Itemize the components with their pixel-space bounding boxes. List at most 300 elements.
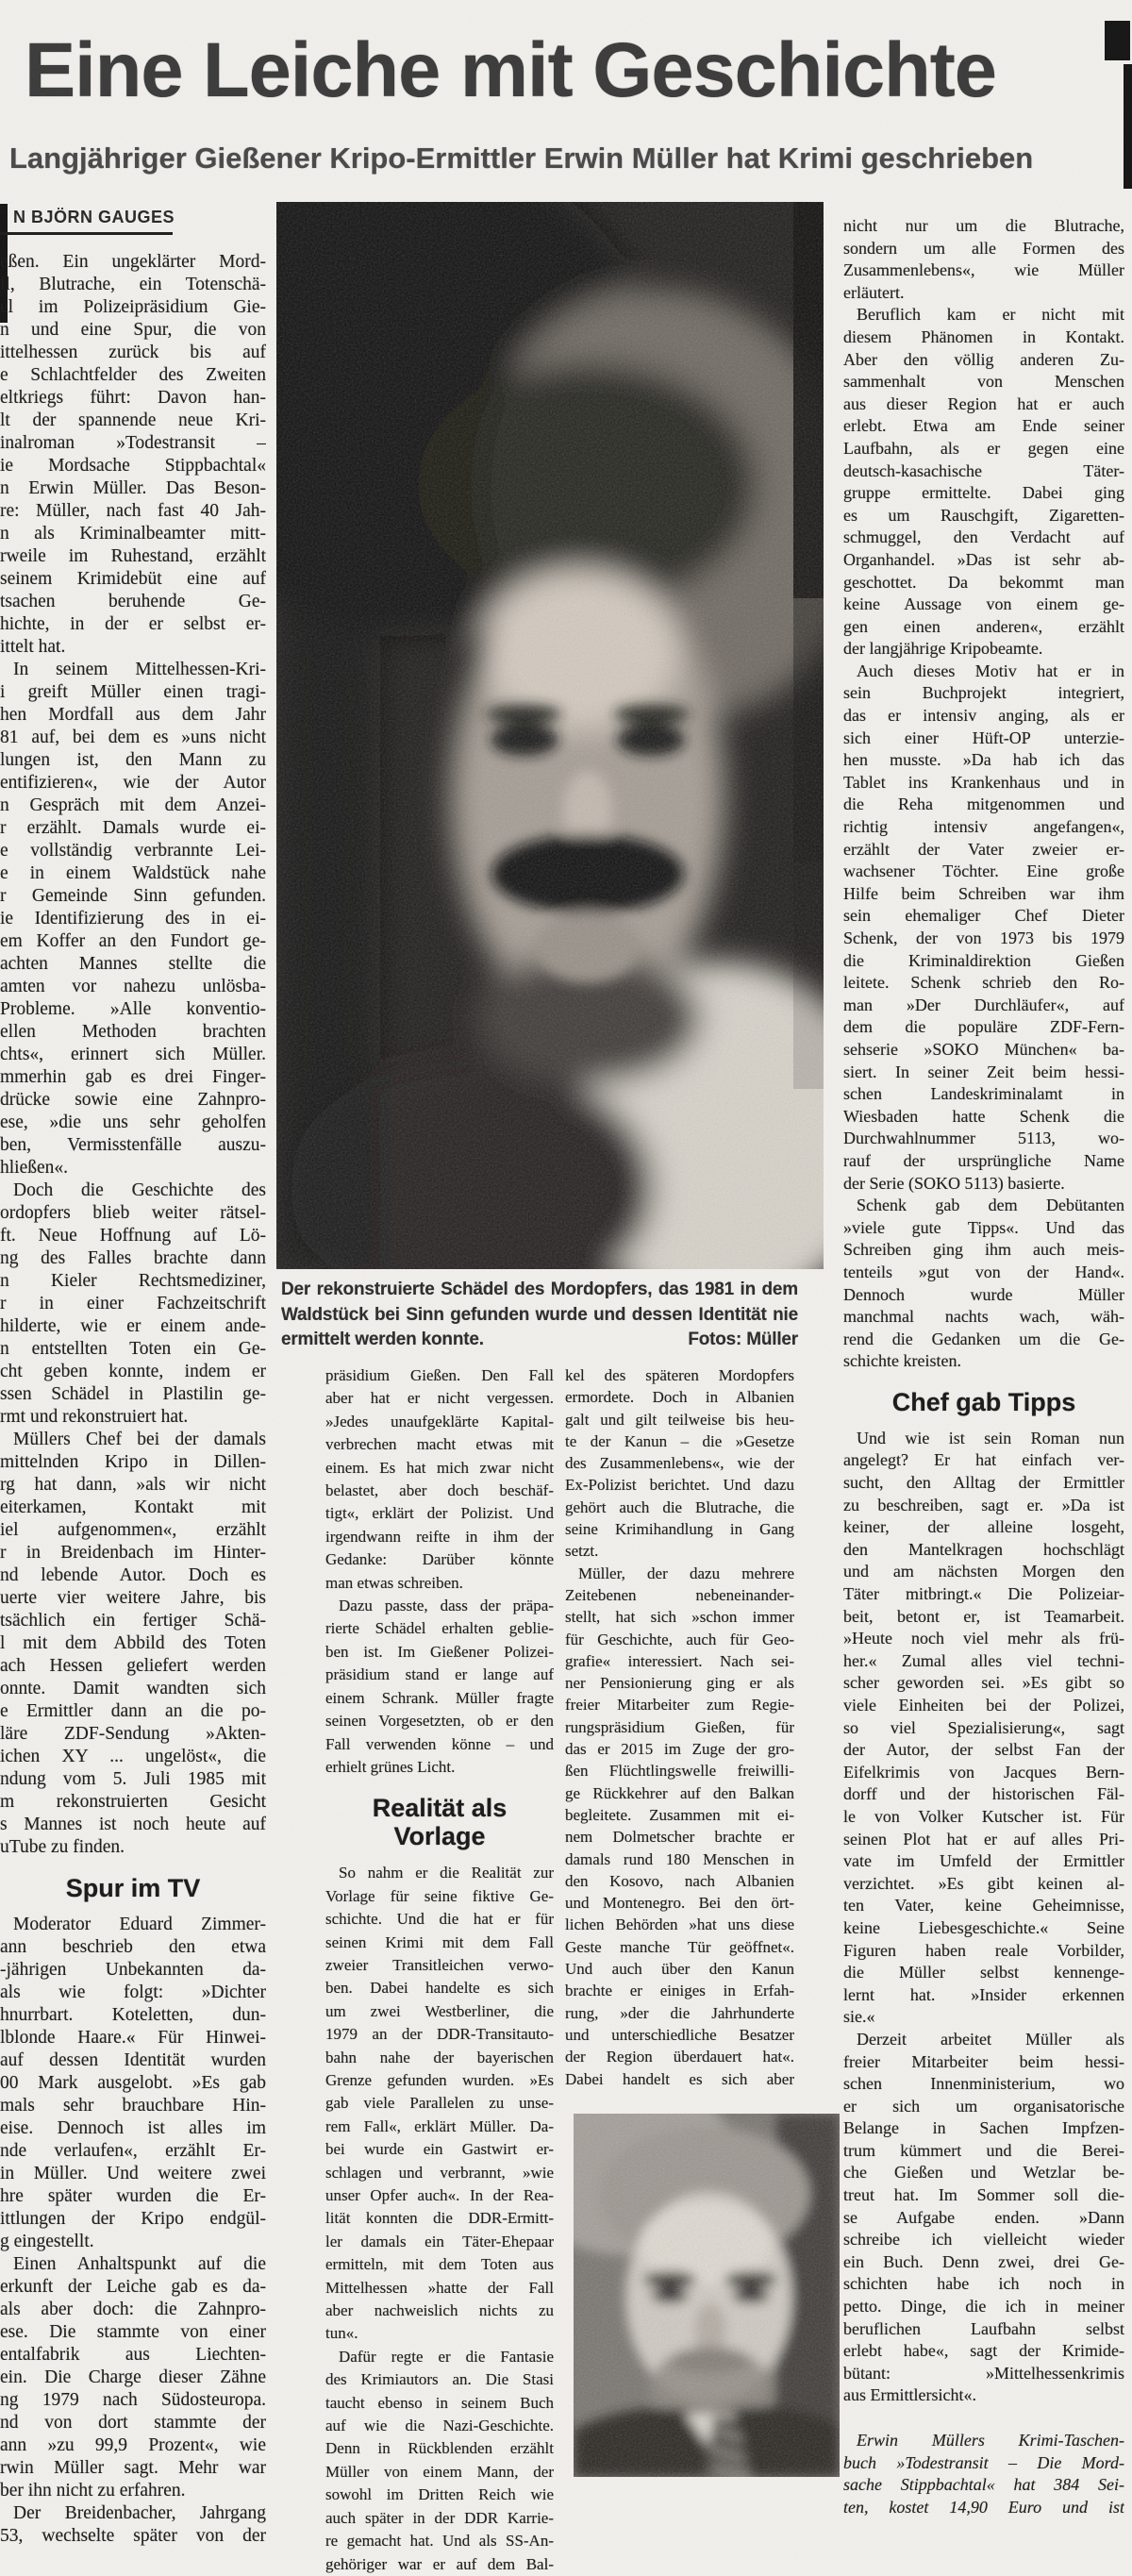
text-line: der Serie (SOKO 5113) basierte. xyxy=(843,1173,1065,1193)
text-line: r in einer Fachzeitschrift xyxy=(0,1294,266,1313)
paragraph xyxy=(843,1195,1124,1373)
text-line: Moderator Eduard Zimmer- xyxy=(13,1915,266,1934)
text-line: lichen Behörden »hat uns diese xyxy=(565,1915,794,1934)
text-line: keiner, der alleine losgeht, xyxy=(843,1517,1124,1537)
text-line: seinen Krimi mit dem Fall xyxy=(325,1932,554,1951)
byline-rule xyxy=(0,232,173,235)
caption-line: ermittelt werden konnte. xyxy=(281,1330,484,1349)
text-line: sache Stippbachtal« hat 384 Sei- xyxy=(843,2475,1124,2495)
text-line: ein. Die Charge dieser Zähne xyxy=(0,2367,266,2387)
text-line: präsidium Gießen. Den Fall xyxy=(325,1366,554,1384)
article-column-2 xyxy=(325,1364,554,2573)
text-line: schichte kreisten. xyxy=(843,1351,961,1371)
text-line: schichten habe ich noch in xyxy=(843,2274,1124,2294)
text-line: »Heute noch viel mehr als frü- xyxy=(843,1629,1124,1648)
text-line: Und auch über den Kanun xyxy=(565,1960,794,1979)
text-line: erlebt habe«, sagt der Krimide- xyxy=(843,2341,1124,2361)
text-line: Geste manche Tür geöffnet«. xyxy=(565,1937,794,1956)
text-line: unser Opfer auch«. In der Rea- xyxy=(325,2186,554,2204)
text-line: richtig intensiv angefangen«, xyxy=(843,817,1124,837)
subheadline: Langjähriger Gießener Kripo-Ermittler Erwin Müller hat Krimi geschrieben xyxy=(9,142,1034,175)
text-line: einem. Es hat mich zwar nicht xyxy=(325,1458,554,1477)
text-line: Fall verwenden könne – und xyxy=(325,1734,554,1753)
text-line: auch später in der DDR Karrie- xyxy=(325,2508,554,2527)
text-line: nd lebende Autor. Doch es xyxy=(0,1565,266,1585)
text-line: beruflichen Laufbahn selbst xyxy=(843,2318,1124,2338)
text-line: Laufbahn, als er gegen eine xyxy=(843,438,1124,458)
text-line: ann beschrieb den etwa xyxy=(0,1937,266,1957)
paragraph xyxy=(843,304,1124,661)
text-line: Figuren haben reale Vorbilder, xyxy=(843,1940,1124,1960)
text-line: uerte vier weitere Jahre, bis xyxy=(0,1588,266,1608)
text-line: zu beschreiben, sagt er. »Da ist xyxy=(843,1495,1124,1514)
text-line: auf wie die Nazi-Geschichte. xyxy=(325,2417,554,2435)
text-line: rmt und rekonstruiert hat. xyxy=(0,1407,189,1427)
paragraph xyxy=(325,2346,554,2576)
text-line: e vollständig verbrannte Lei- xyxy=(0,841,266,861)
paragraph xyxy=(0,1914,266,2253)
text-line: galt und gilt teilweise bis heu- xyxy=(565,1410,794,1429)
text-line: rung, »der die Jahrhunderte xyxy=(565,2003,794,2022)
text-line: erzählt der Vater zweier er- xyxy=(843,839,1124,859)
text-line: Denn in Rückblenden erzählt xyxy=(325,2439,554,2458)
text-line: eise. Dennoch ist alles im xyxy=(0,2118,266,2138)
text-line: Und wie ist sein Roman nun xyxy=(857,1428,1124,1447)
text-line: Gedanke: Darüber könnte xyxy=(325,1550,554,1569)
text-line: »viele gute Tipps«. Und das xyxy=(843,1217,1124,1237)
text-line: erlebt. Etwa am Ende seiner xyxy=(843,416,1124,436)
text-line: hen Mordfall aus dem Jahr xyxy=(0,705,266,725)
text-line: Beruflich kam er nicht mit xyxy=(857,305,1124,325)
text-line: Einen Anhaltspunkt auf die xyxy=(13,2254,266,2274)
text-line: achten Mannes stellte die xyxy=(0,954,266,974)
text-line: man etwas schreiben. xyxy=(325,1573,463,1592)
text-line: es um Rauschgift, Zigaretten- xyxy=(843,505,1124,525)
text-line: sowohl im Dritten Reich wie xyxy=(325,2485,554,2504)
paragraph xyxy=(843,661,1124,1195)
text-line: tenteils »gut von der Hand«. xyxy=(843,1262,1124,1281)
text-line: ichen XY ... ungelöst«, die xyxy=(0,1747,266,1766)
text-line: der Autor, der selbst Fan der xyxy=(843,1740,1124,1760)
text-line: el im Polizeipräsidium Gie- xyxy=(0,297,266,317)
text-line: sein Buchprojekt integriert, xyxy=(843,683,1124,703)
text-line: lernt hat. »Insider erkennen xyxy=(843,1984,1124,2004)
paragraph xyxy=(843,2029,1124,2407)
text-line: verbrechen macht etwas mit xyxy=(325,1435,554,1454)
text-line: n als Kriminalbeamter mitt- xyxy=(0,524,266,544)
text-line: nicht nur um die Blutrache, xyxy=(843,216,1124,235)
text-line: mittelnden Kripo in Dillen- xyxy=(0,1452,266,1472)
text-line: her.« Zumal alles viel techni- xyxy=(843,1650,1124,1670)
text-line: sie.« xyxy=(843,2007,875,2027)
text-line: in Müller. Und weitere zwei xyxy=(0,2164,266,2183)
text-line: ese, »die uns sehr geholfen xyxy=(0,1112,266,1132)
text-line: schichte. Und die hat er für xyxy=(325,1910,554,1929)
text-line: die Müller selbst kennenge- xyxy=(843,1963,1124,1982)
photo-caption xyxy=(281,1278,798,1353)
portrait-photo-image xyxy=(574,2114,840,2477)
paragraph xyxy=(0,1179,266,1429)
text-line: Tablet ins Krankenhaus und in xyxy=(843,772,1124,792)
text-line: Derzeit arbeitet Müller als xyxy=(857,2029,1124,2049)
text-line: aus dieser Region hat er auch xyxy=(843,393,1124,413)
text-line: gruppe ermittelte. Dabei ging xyxy=(843,483,1124,503)
text-line: schlagen und verbrannt, »wie xyxy=(325,2163,554,2182)
text-line: n Kieler Rechtsmediziner, xyxy=(0,1271,266,1291)
text-line: em Koffer an den Fundort ge- xyxy=(0,931,266,951)
text-line: lt der spannende neue Kri- xyxy=(0,410,266,430)
text-line: Erwin Müllers Krimi-Taschen- xyxy=(857,2431,1124,2450)
text-line: erhielt grünes Licht. xyxy=(325,1757,456,1776)
text-line: Der Breidenbacher, Jahrgang xyxy=(13,2503,266,2523)
article-column-3 xyxy=(565,1364,794,2093)
paragraph xyxy=(325,1364,554,1595)
text-line: aus Ermittlersicht«. xyxy=(843,2385,976,2405)
text-line: r in Breidenbach im Hinter- xyxy=(0,1543,266,1563)
text-line: scher geworden sei. »Es gibt so xyxy=(843,1673,1124,1693)
text-line: ge Rückkehrer auf den Balkan xyxy=(565,1783,794,1802)
text-line: eßen. Ein ungeklärter Mord- xyxy=(0,252,266,272)
text-line: ittlungen der Kripo endgül- xyxy=(0,2209,266,2229)
text-line: Müller von einem Mann, der xyxy=(325,2462,554,2481)
text-line: s Mannes ist noch heute auf xyxy=(0,1815,266,1834)
text-line: ittelhessen zurück bis auf xyxy=(0,343,266,362)
text-line: le von Volker Kutscher ist. Für xyxy=(843,1806,1124,1826)
paragraph xyxy=(325,1862,554,2346)
text-line: brachte er einiges in Erfah- xyxy=(565,1982,794,2000)
text-line: e in einem Waldstück nahe xyxy=(0,863,266,883)
text-line: schen Landeskriminalamt in xyxy=(843,1084,1124,1104)
text-line: rg hat dann, »als wir nicht xyxy=(0,1475,266,1495)
text-line: läre ZDF-Sendung »Akten- xyxy=(0,1724,266,1744)
text-line: rwin Müller sagt. Mehr war xyxy=(0,2458,266,2478)
text-line: irgendwann reifte in ihm der xyxy=(325,1527,554,1546)
text-line: Durchwahlnummer 5113, wo- xyxy=(843,1129,1124,1148)
text-line: ordopfers blieb weiter rätsel- xyxy=(0,1203,266,1223)
text-line: ben ist. Im Gießener Polizei- xyxy=(325,1642,554,1661)
text-line: die Reha mitgenommen und xyxy=(843,795,1124,814)
text-line: Zusammenlebens«, wie Müller xyxy=(843,260,1124,280)
text-line: ie Identifizierung des in ei- xyxy=(0,909,266,928)
paragraph xyxy=(843,1428,1124,2029)
text-line: erläutert. xyxy=(843,282,905,302)
text-line: ann »zu 99,9 Prozent«, wie xyxy=(0,2435,266,2455)
text-line: geschottet. Da bekommt man xyxy=(843,572,1124,592)
text-line: Probleme. »Alle konventio- xyxy=(0,999,266,1019)
text-line: vate im Umfeld der Ermittler xyxy=(843,1851,1124,1871)
section-heading: Realität als Vorlage xyxy=(372,1794,508,1851)
text-line: schreibe ich vielleicht wieder xyxy=(843,2230,1124,2250)
text-line: als wie folgt: »Dichter xyxy=(0,1982,266,2002)
scan-mark-right-bar xyxy=(1124,64,1132,189)
text-line: sehserie »SOKO München« ba- xyxy=(843,1039,1124,1059)
text-line: l mit dem Abbild des Toten xyxy=(0,1633,266,1653)
paragraph xyxy=(0,659,266,1179)
text-line: gehöriger war er auf dem Bal- xyxy=(325,2554,554,2573)
text-line: rend die Gedanken um die Ge- xyxy=(843,1329,1124,1348)
text-line: ll, Blutrache, ein Totenschä- xyxy=(0,275,266,294)
text-line: n Erwin Müller. Das Beson- xyxy=(0,478,266,498)
text-line: lungen ist, den Mann zu xyxy=(0,750,266,770)
text-line: auf dessen Identität wurden xyxy=(0,2050,266,2070)
text-line: -jährigen Unbekannten da- xyxy=(0,1960,266,1980)
text-line: grafie« interessiert. Nach sei- xyxy=(565,1651,794,1670)
text-line: ten, kostet 14,90 Euro und ist xyxy=(843,2497,1124,2517)
text-line: chts«, erinnert sich Müller. xyxy=(0,1045,266,1064)
text-line: Vorlage für seine fiktive Ge- xyxy=(325,1886,554,1905)
text-line: hre später wurden die Er- xyxy=(0,2186,266,2206)
text-line: e Ermittler dann an die po- xyxy=(0,1701,266,1721)
text-line: nd von dort stammte der xyxy=(0,2413,266,2433)
text-line: sondern um alle Formen des xyxy=(843,238,1124,258)
text-line: ndung vom 5. Juli 1985 mit xyxy=(0,1769,266,1789)
text-line: er sich um organisatorische xyxy=(843,2096,1124,2116)
text-line: cht geben konnte, indem er xyxy=(0,1362,266,1381)
text-line: gehört auch die Blutrache, die xyxy=(565,1497,794,1516)
text-line: sucht, den Alltag der Ermittler xyxy=(843,1473,1124,1493)
text-line: dem die populäre ZDF-Fern- xyxy=(843,1017,1124,1037)
text-line: nem Dolmetscher brachte er xyxy=(565,1828,794,1847)
text-line: Schenk, der von 1973 bis 1979 xyxy=(843,928,1124,947)
text-line: hilderte, wie er einem ande- xyxy=(0,1316,266,1336)
text-line: ermordete. Doch in Albanien xyxy=(565,1388,794,1407)
text-line: begleitete. Zusammen mit ei- xyxy=(565,1805,794,1824)
text-line: m rekonstruierten Gesicht xyxy=(0,1792,266,1812)
headline: Eine Leiche mit Geschichte xyxy=(25,27,996,113)
caption-line: Der rekonstruierte Schädel des Mordopfers, das 1981 in dem xyxy=(281,1280,798,1299)
text-line: ben. Dabei handelte es sich xyxy=(325,1979,554,1998)
text-line: und am nächsten Morgen den xyxy=(843,1562,1124,1581)
text-line: Eifelkrimis von Jacques Bern- xyxy=(843,1762,1124,1781)
text-line: tigt«, erklärt der Polizist. Und xyxy=(325,1504,554,1523)
text-line: setzt. xyxy=(565,1542,599,1561)
text-line: belastet, aber doch beschäf- xyxy=(325,1481,554,1500)
text-line: Schreiben ging ihm auch meis- xyxy=(843,1240,1124,1260)
text-line: n Gespräch mit dem Anzei- xyxy=(0,795,266,815)
text-line: re: Müller, nach fast 40 Jah- xyxy=(0,501,266,521)
text-line: erkunft der Leiche gab es da- xyxy=(0,2277,266,2297)
portrait-photo xyxy=(574,2114,840,2477)
skull-photo-image xyxy=(276,202,824,1269)
text-line: ng 1979 nach Südosteuropa. xyxy=(0,2390,266,2410)
text-line: iel aufgenommen«, erzählt xyxy=(0,1520,266,1540)
text-line: entalfabrik aus Liechten- xyxy=(0,2345,266,2365)
text-line: 81 auf, bei dem es »uns nicht xyxy=(0,728,266,747)
text-line: 1979 an der DDR-Transitauto- xyxy=(325,2025,554,2044)
text-line: ie Mordsache Stippbachtal« xyxy=(0,456,266,476)
text-line: und Montenegro. Bei den ört- xyxy=(565,1894,794,1913)
text-line: lität konnten die DDR-Ermitt- xyxy=(325,2209,554,2228)
article-column-1 xyxy=(0,251,266,2551)
text-line: beit, betont er, ist Teamarbeit. xyxy=(843,1606,1124,1626)
text-line: Organhandel. »Das ist sehr ab- xyxy=(843,549,1124,569)
text-line: Zeitebenen nebeneinander- xyxy=(565,1585,794,1604)
text-line: verzichtet. »Es gibt keinen al- xyxy=(843,1873,1124,1893)
text-line: ellen Methoden brachten xyxy=(0,1022,266,1042)
text-line: kel des späteren Mordopfers xyxy=(565,1366,794,1384)
text-line: Auch dieses Motiv hat er in xyxy=(857,661,1124,680)
text-line: für Geschichte, auch für Geo- xyxy=(565,1630,794,1648)
text-line: hen musste. »Da hab ich das xyxy=(843,750,1124,770)
text-line: man »Der Durchläufer«, auf xyxy=(843,995,1124,1014)
text-line: das er 2015 im Zuge der gro- xyxy=(565,1740,794,1759)
text-line: seinen Plot hat er auf alles Pri- xyxy=(843,1829,1124,1848)
text-line: Belange in Sachen Impfzen- xyxy=(843,2118,1124,2138)
text-line: gen einen anderen«, erzählt xyxy=(843,616,1124,636)
text-line: Grenze gefunden wurden. »Es xyxy=(325,2070,554,2089)
text-line: leitete. Schenk schrieb den Ro- xyxy=(843,973,1124,993)
paragraph xyxy=(0,2253,266,2502)
text-line: tsachen beruhende Ge- xyxy=(0,592,266,611)
text-line: seine Krimihandlung in Gang xyxy=(565,1520,794,1539)
text-line: taucht ebenso in seinem Buch xyxy=(325,2393,554,2412)
text-line: um zwei Westberliner, die xyxy=(325,2001,554,2020)
text-line: dorff und der historischen Fäl- xyxy=(843,1784,1124,1804)
text-line: als aber doch: die Zahnpro- xyxy=(0,2300,266,2319)
text-line: Hilfe beim Schreiben war ihm xyxy=(843,883,1124,903)
text-line: ittelt hat. xyxy=(0,637,66,657)
text-line: und unterschiedliche Besatzer xyxy=(565,2025,794,2044)
text-line: aber nachweislich nichts zu xyxy=(325,2301,554,2320)
text-line: manchmal nachts wach, wäh- xyxy=(843,1307,1124,1327)
text-line: ner Pensionierung ging er als xyxy=(565,1674,794,1693)
paragraph xyxy=(325,1595,554,1779)
text-line: rem Fall«, erklärt Müller. Da- xyxy=(325,2116,554,2135)
text-line: einem Schrank. Müller fragte xyxy=(325,1688,554,1707)
text-line: bei wurde ein Gastwirt er- xyxy=(325,2140,554,2159)
text-line: 00 Mark ausgelobt. »Es gab xyxy=(0,2073,266,2093)
skull-photo xyxy=(276,202,824,1269)
text-line: ft. Neue Hoffnung auf Lö- xyxy=(0,1226,266,1246)
caption-line: Waldstück bei Sinn gefunden wurde und dessen Identität nie xyxy=(281,1304,798,1325)
paragraph xyxy=(843,215,1124,304)
paragraph xyxy=(565,1364,794,1563)
text-line: sich einer Hüft-OP unterzie- xyxy=(843,728,1124,747)
text-line: präsidium stand er lange auf xyxy=(325,1665,554,1684)
text-line: die Kriminaldirektion Gießen xyxy=(843,950,1124,970)
text-line: Dabei handelt es sich aber xyxy=(565,2069,794,2088)
text-line: treut hat. Im Sommer soll die- xyxy=(843,2185,1124,2205)
text-line: e Schlachtfelder des Zweiten xyxy=(0,365,266,385)
text-line: tun«. xyxy=(325,2324,358,2343)
text-line: Mittelhessen »hatte der Fall xyxy=(325,2278,554,2297)
text-line: so viel Spezialisierung«, sagt xyxy=(843,1717,1124,1737)
text-line: bahn nahe der bayerischen xyxy=(325,2048,554,2066)
text-line: tsächlich ein fertiger Schä- xyxy=(0,1611,266,1631)
paragraph xyxy=(843,2430,1124,2518)
text-line: schen Innenministerium, wo xyxy=(843,2074,1124,2094)
text-line: der langjährige Kripobeamte. xyxy=(843,639,1043,659)
text-line: Ex-Polizist berichtet. Und dazu xyxy=(565,1476,794,1495)
text-line: amten vor nahezu unlösba- xyxy=(0,977,266,996)
text-line: In seinem Mittelhessen-Kri- xyxy=(13,660,266,679)
text-line: keine Aussage von einem ge- xyxy=(843,594,1124,614)
text-line: rungspräsidium Gießen, für xyxy=(565,1717,794,1736)
text-line: damals rund 180 Menschen in xyxy=(565,1849,794,1868)
scan-mark-square xyxy=(1105,21,1130,60)
text-line: freier Mitarbeiter zum Regie- xyxy=(565,1696,794,1715)
text-line: angelegt? Er hat einfach ver- xyxy=(843,1450,1124,1470)
paragraph xyxy=(565,1563,794,2090)
text-line: ler damals ein Täter-Ehepaar xyxy=(325,2232,554,2250)
text-line: bütant: »Mittelhessenkrimis xyxy=(843,2363,1124,2383)
text-line: den Kosovo, nach Albanien xyxy=(565,1871,794,1890)
text-line: seinem Krimidebüt eine auf xyxy=(0,569,266,589)
text-line: sein ehemaliger Chef Dieter xyxy=(843,906,1124,926)
text-line: des Krimiautors an. Die Stasi xyxy=(325,2370,554,2389)
text-line: rweile im Ruhestand, erzählt xyxy=(0,546,266,566)
text-line: sammenhalt von Menschen xyxy=(843,372,1124,392)
section-heading: Spur im TV xyxy=(65,1874,201,1902)
text-line: Müllers Chef bei der damals xyxy=(13,1430,266,1449)
byline: N BJÖRN GAUGES xyxy=(13,208,175,226)
text-line: ber ihn nicht zu erfahren. xyxy=(0,2481,186,2501)
text-line: »Jedes unaufgeklärte Kapital- xyxy=(325,1412,554,1430)
text-line: ach Hessen geliefert werden xyxy=(0,1656,266,1676)
text-line: Dazu passte, dass der präpa- xyxy=(339,1597,554,1615)
text-line: Müller, der dazu mehrere xyxy=(578,1564,794,1582)
text-line: uTube zu finden. xyxy=(0,1837,125,1857)
text-line: freier Mitarbeiter beim hessi- xyxy=(843,2051,1124,2071)
paragraph xyxy=(0,1429,266,1859)
text-line: des Zusammenlebens«, wie der xyxy=(565,1454,794,1473)
text-line: rauf der ursprüngliche Name xyxy=(843,1150,1124,1170)
text-line: ermitteln, mit dem Toten aus xyxy=(325,2255,554,2274)
text-line: r erzählt. Damals wurde ei- xyxy=(0,818,266,838)
text-line: inalroman »Todestransit – xyxy=(0,433,266,453)
text-line: zweier Transitleichen verwo- xyxy=(325,1955,554,1974)
text-line: den Mantelkragen hochschlägt xyxy=(843,1539,1124,1559)
text-line: ng des Falles brachte dann xyxy=(0,1248,266,1268)
text-line: se Aufgabe enden. »Dann xyxy=(843,2207,1124,2227)
article-column-4 xyxy=(843,215,1124,2519)
text-line: ein Buch. Denn zwei, drei Ge- xyxy=(843,2251,1124,2271)
text-line: buch »Todestransit – Die Mord- xyxy=(843,2452,1124,2472)
text-line: aber hat er nicht vergessen. xyxy=(325,1389,554,1408)
text-line: So nahm er die Realität zur xyxy=(339,1864,554,1882)
text-line: Dafür regte er die Fantasie xyxy=(339,2347,554,2366)
text-line: das er intensiv anging, als er xyxy=(843,706,1124,726)
text-line: siert. In seiner Zeit beim hessi- xyxy=(843,1062,1124,1081)
text-line: petto. Dinge, die ich in meiner xyxy=(843,2297,1124,2317)
text-line: stellt, hat sich »schon immer xyxy=(565,1608,794,1627)
text-line: ben, Vermisstenfälle auszu- xyxy=(0,1135,266,1155)
text-line: nde verlaufen«, erzählt Er- xyxy=(0,2141,266,2161)
section-heading: Chef gab Tipps xyxy=(891,1387,1076,1416)
text-line: 53, wechselte später von der xyxy=(0,2526,266,2546)
paragraph xyxy=(0,2502,266,2548)
text-line: trum kümmert und die Berei- xyxy=(843,2140,1124,2160)
text-line: hließen«. xyxy=(0,1158,69,1178)
text-line: n entstellten Toten ein Ge- xyxy=(0,1339,266,1359)
text-line: diesem Phänomen in Kontakt. xyxy=(843,326,1124,346)
text-line: mmerhin gab es drei Finger- xyxy=(0,1067,266,1087)
caption-credit: Fotos: Müller xyxy=(688,1330,798,1349)
text-line: Täter mitbringt.« Die Polizeiar- xyxy=(843,1584,1124,1604)
text-line: eiterkamen, Kontakt mit xyxy=(0,1497,266,1517)
text-line: ssen Schädel in Plastilin ge- xyxy=(0,1384,266,1404)
text-line: onnte. Damit wandten sich xyxy=(0,1679,266,1698)
text-line: keine Liebesgeschichte.« Seine xyxy=(843,1917,1124,1937)
text-line: te der Kanun – die »Gesetze xyxy=(565,1431,794,1450)
text-line: i greift Müller einen tragi- xyxy=(0,682,266,702)
text-line: viele Einheiten bei der Polizei, xyxy=(843,1696,1124,1715)
text-line: deutsch-kasachische Täter- xyxy=(843,460,1124,480)
text-line: ese. Die stammte von einer xyxy=(0,2322,266,2342)
text-line: lblonde Haare.« Für Hinwei- xyxy=(0,2028,266,2048)
text-line: re gemacht hat. Und als SS-An- xyxy=(325,2532,554,2551)
text-line: Aber den völlig anderen Zu- xyxy=(843,349,1124,369)
